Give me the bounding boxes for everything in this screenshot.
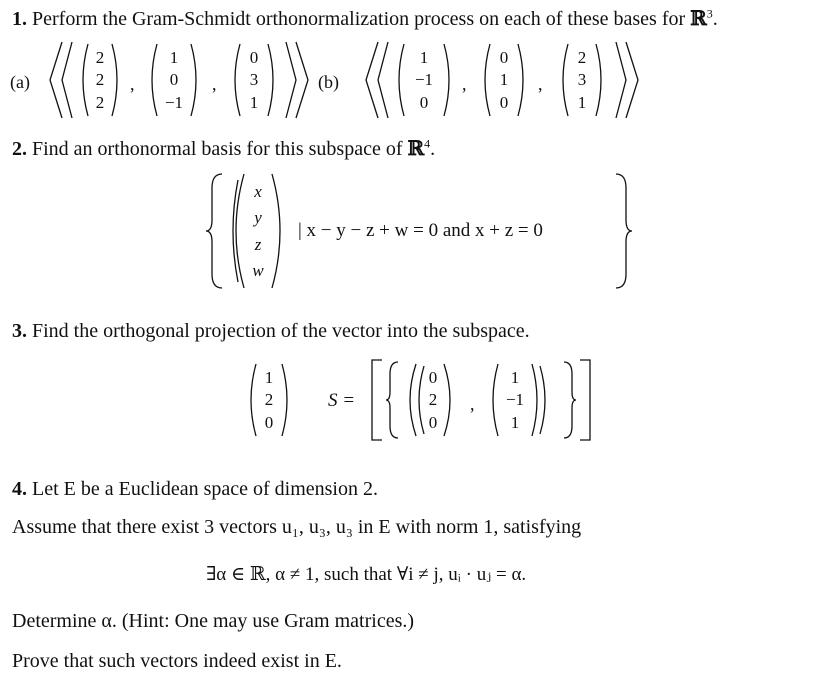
vector-entry: 0 xyxy=(169,70,179,90)
vector-entry: x xyxy=(254,181,262,201)
vector-entry: 1 xyxy=(419,47,429,67)
comma: , xyxy=(130,74,135,94)
set-brace-left xyxy=(204,172,226,290)
span-brace-left xyxy=(384,360,402,440)
vector-entry: 1 xyxy=(577,93,587,113)
comma: , xyxy=(538,74,543,94)
part-b-vector-2 xyxy=(478,42,530,118)
vector-entry: −1 xyxy=(505,390,525,410)
problem-4-line-3: Determine α. (Hint: One may use Gram matrices.) xyxy=(12,610,415,632)
span-vector-1 xyxy=(402,362,458,438)
vector-entry: z xyxy=(254,234,262,254)
problem-2-vector xyxy=(226,172,290,290)
set-brace-right xyxy=(612,172,634,290)
comma: , xyxy=(212,74,217,94)
vector-entry: 2 xyxy=(95,70,105,90)
problem-2-text: Find an orthonormal basis for this subspace of xyxy=(32,138,403,160)
part-a-angle-left-inner xyxy=(60,40,76,120)
part-b-label: (b) xyxy=(318,72,339,92)
problem-4-text: Let E be a Euclidean space of dimension 2. xyxy=(32,478,378,500)
vector-entry: −1 xyxy=(164,93,184,113)
problem-4-number: 4. xyxy=(12,478,27,500)
vector-entry: 1 xyxy=(169,47,179,67)
vector-entry: 3 xyxy=(249,70,259,90)
comma: , xyxy=(470,394,475,414)
vector-entry: y xyxy=(254,208,262,228)
vector-entry: 2 xyxy=(95,47,105,67)
vector-entry: 2 xyxy=(95,93,105,113)
part-b-vector-3 xyxy=(556,42,608,118)
vector-entry: 1 xyxy=(264,367,274,387)
vector-entry: 0 xyxy=(499,93,509,113)
vector-entry: 0 xyxy=(499,47,509,67)
vector-entry: −1 xyxy=(414,70,434,90)
vector-entry: 2 xyxy=(264,390,274,410)
problem-1-space-exp: 3 xyxy=(706,6,713,21)
subspace-label: S = xyxy=(328,390,356,411)
part-a-vector-2 xyxy=(145,42,203,118)
problem-1-statement xyxy=(12,6,718,31)
vector-entry: 0 xyxy=(249,47,259,67)
vector-entry: 3 xyxy=(577,70,587,90)
problem-1-text: Perform the Gram-Schmidt orthonormalization process on each of these bases for xyxy=(32,8,686,30)
vector-entry: 2 xyxy=(428,390,438,410)
problem-2-space: ℝ xyxy=(407,136,425,160)
vector-entry: 1 xyxy=(510,367,520,387)
part-a-vector-1 xyxy=(76,42,124,118)
problem-4-line-2: Assume that there exist 3 vectors u₁, u₃, u₃ in E with norm 1, satisfying xyxy=(12,516,582,538)
vector-entry: 0 xyxy=(264,413,274,433)
problem-2-period: . xyxy=(430,138,436,160)
problem-1-space: ℝ xyxy=(690,6,707,30)
span-brace-right xyxy=(560,360,578,440)
part-b-vector-1 xyxy=(392,42,456,118)
vector-entry: 1 xyxy=(249,93,259,113)
vector-entry: 0 xyxy=(419,93,429,113)
part-b-angle-right-inner xyxy=(612,40,628,120)
problem-2-statement xyxy=(12,136,435,161)
problem-2-number: 2. xyxy=(12,138,27,160)
vector-entry: 2 xyxy=(577,47,587,67)
problem-3-statement xyxy=(12,320,530,343)
problem-4-line-4: Prove that such vectors indeed exist in E. xyxy=(12,650,342,672)
part-a-vector-3 xyxy=(228,42,280,118)
vector-entry: 1 xyxy=(510,413,520,433)
problem-3-text: Find the orthogonal projection of the vector into the subspace. xyxy=(32,320,530,342)
vector-entry: 0 xyxy=(428,367,438,387)
span-bracket-left xyxy=(370,358,384,442)
problem-4-line-1 xyxy=(12,478,378,501)
vector-entry: 0 xyxy=(428,413,438,433)
problem-4-condition: ∃α ∈ ℝ, α ≠ 1, such that ∀i ≠ j, uᵢ · uⱼ = α. xyxy=(206,564,527,585)
comma: , xyxy=(462,74,467,94)
problem-1-period: . xyxy=(712,8,718,30)
span-bracket-right xyxy=(578,358,592,442)
part-b-angle-left-inner xyxy=(376,40,392,120)
problem-3-number: 3. xyxy=(12,320,27,342)
problem-2-space-exp: 4 xyxy=(424,136,431,151)
problem-1-number: 1. xyxy=(12,8,27,30)
span-vector-2 xyxy=(486,362,556,438)
vector-entry: 1 xyxy=(499,70,509,90)
vector-entry: w xyxy=(252,261,264,281)
problem-2-condition: | x − y − z + w = 0 and x + z = 0 xyxy=(298,220,543,241)
problem-3-vector xyxy=(244,362,294,438)
part-a-angle-right-inner xyxy=(282,40,298,120)
part-a-label: (a) xyxy=(10,72,30,92)
